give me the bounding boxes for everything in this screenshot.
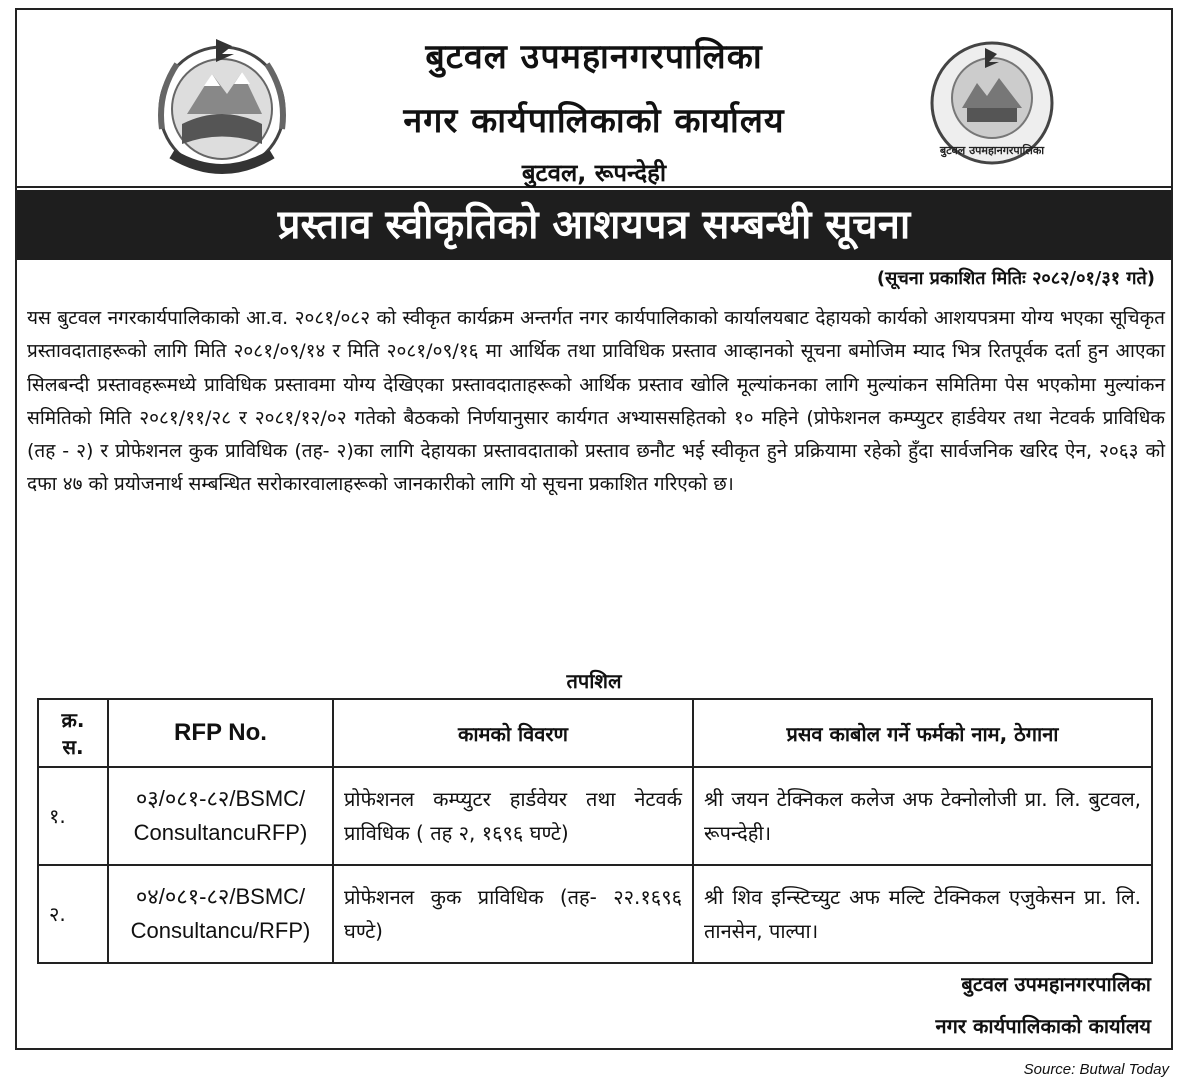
org-name: बुटवल उपमहानगरपालिका [425,37,763,77]
office-location: बुटवल, रूपन्देही [521,159,667,187]
signature-office: नगर कार्यपालिकाको कार्यालय [935,1014,1151,1038]
notice-body: यस बुटवल नगरकार्यपालिकाको आ.व. २०८१/०८२ को स्वीकृत कार्यक्रम अन्तर्गत नगर कार्यपालिकाको कार्यालयबाट देहायको कार्यको आशयपत्रमा योग्य भएका सूचिकृत प्रस्तावदाताहरूको लागि मिति २०८१/०९/१४ र मिति २०८१/०९/१६ मा आर्थिक तथा प्राविधिक प्रस्ताव आव्हानको सूचना बमोजिम म्याद भित्र रितपूर्वक दर्ता हुन आएका सिलबन्दी प्रस्तावहरूमध्ये प्राविधिक प्रस्तावमा योग्य देखिएका प्रस्तावदाताहरूको आर्थिक प्रस्ताव खोलि मूल्यांकनका लागि मुल्यांकन समितिमा पेस भएकोमा मुल्यांकन समितिको मिति २०८१/११/२८ र २०८१/१२/०२ गतेको बैठकको निर्णयानुसार कार्यगत अभ्याससहितको १० महिने (प्रोफेशनल कम्प्युटर हार्डवेयर तथा नेटवर्क प्राविधिक (तह - २) र प्रोफेशनल कुक प्राविधिक (तह- २)का लागि देहायका प्रस्तावदाताको प्रस्ताव छनौट भई स्वीकृत हुने प्रक्रियामा रहेको हुँदा सार्वजनिक खरिद ऐन, २०६३ को दफा ४७ को प्रयोजनार्थ सम्बन्धित सरोकारवालाहरूको जानकारीको लागि यो सूचना प्रकाशित गरिएको छ। [27,307,1165,496]
notice-title: प्रस्ताव स्वीकृतिको आशयपत्र सम्बन्धी सूचना [17,190,1171,260]
row-work-description: प्रोफेशनल कुक प्राविधिक (तह- २२.१६९६ घण्टे) [333,865,693,963]
source-credit: Source: Butwal Today [1023,1061,1169,1078]
published-date: (सूचना प्रकाशित मितिः २०८२/०१/३१ गते) [876,268,1155,289]
col-header-work: कामको विवरण [333,699,693,767]
row-rfp-no: ०४/०८१-८२/BSMC/ Consultancu/RFP) [108,865,333,963]
logo-ring-text: बुटवल उपमहानगरपालिका [939,144,1045,157]
notice-frame [15,8,1173,1050]
butwal-municipality-logo-icon [927,38,1057,168]
table-row [38,865,1152,963]
row-firm-name: श्री जयन टेक्निकल कलेज अफ टेक्नोलोजी प्रा. लि. बुटवल, रूपन्देही। [693,767,1152,865]
table-header-row [38,699,1152,767]
row-work-description: प्रोफेशनल कम्प्युटर हार्डवेयर तथा नेटवर्क प्राविधिक ( तह २, १६९६ घण्टे) [333,767,693,865]
rfp-table [37,698,1153,964]
row-sn: १. [38,767,108,865]
row-firm-name: श्री शिव इन्स्टिच्युट अफ मल्टि टेक्निकल एजुकेसन प्रा. लि. तानसेन, पाल्पा। [693,865,1152,963]
col-header-firm: प्रसव काबोल गर्ने फर्मको नाम, ठेगाना [693,699,1152,767]
notice-header [17,10,1171,188]
office-name: नगर कार्यपालिकाको कार्यालय [403,101,785,141]
col-header-rfp: RFP No. [108,699,333,767]
details-heading: तपशिल [566,669,622,693]
row-sn: २. [38,865,108,963]
row-rfp-no: ०३/०८१-८२/BSMC/ ConsultancuRFP) [108,767,333,865]
signature-org: बुटवल उपमहानगरपालिका [961,972,1151,996]
col-header-sn: क्र. स. [38,699,108,767]
table-row [38,767,1152,865]
